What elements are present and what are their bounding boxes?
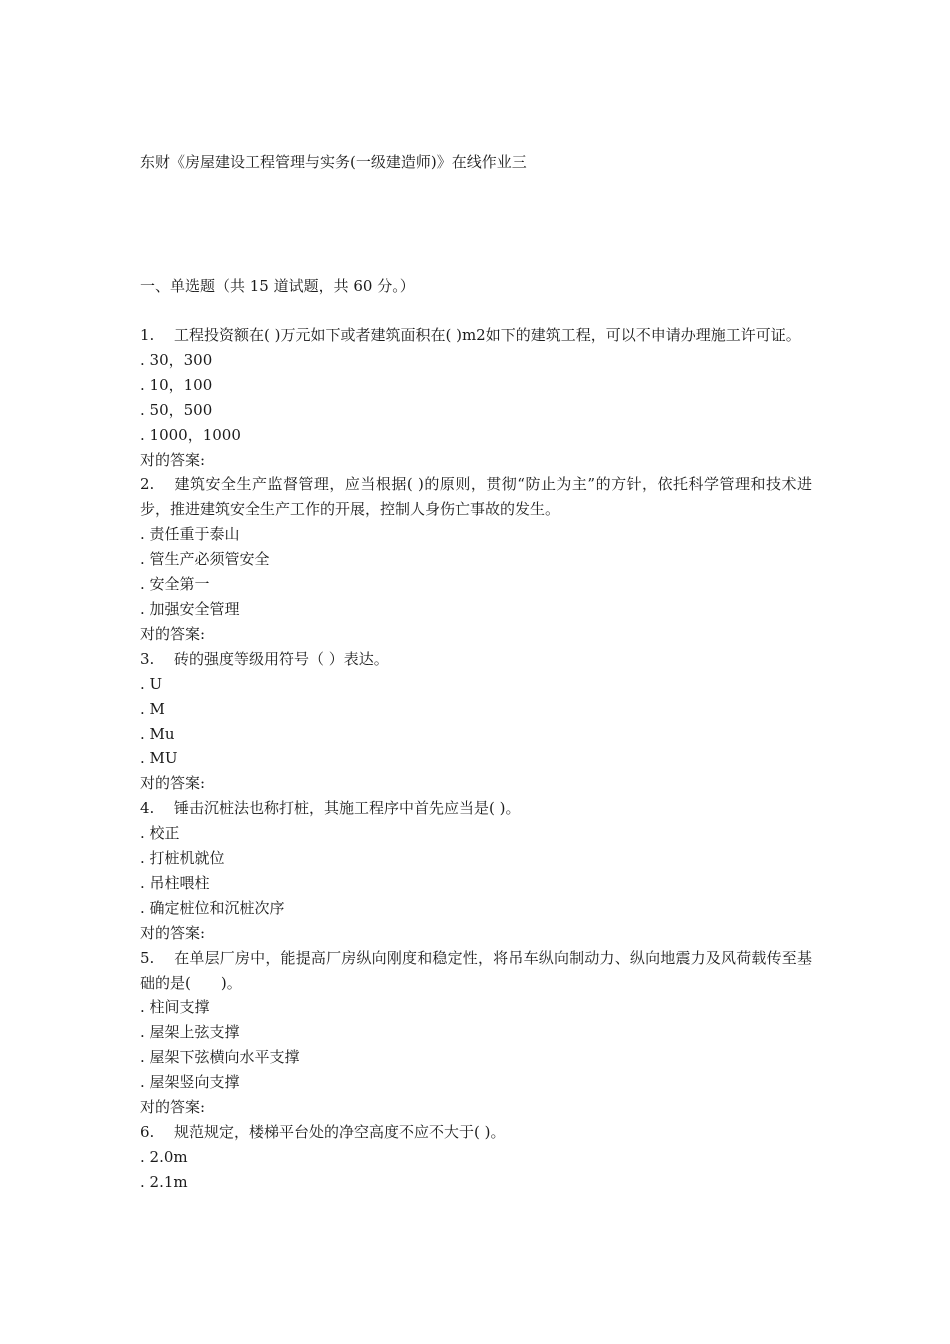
question-text [140, 472, 812, 522]
question-stem: 砖的强度等级用符号（ ）表达。 [174, 649, 389, 668]
answer-option: . M [140, 699, 165, 718]
answer-option: . 1000，1000 [140, 425, 241, 444]
question-number: 6. [140, 1123, 155, 1141]
correct-answer-label: 对的答案: [140, 923, 206, 942]
correct-answer-label: 对的答案: [140, 450, 206, 469]
question-text [140, 647, 812, 672]
answer-option: . U [140, 674, 163, 693]
answer-option: . 50，500 [140, 400, 213, 419]
answer-option: . MU [140, 749, 178, 768]
question-item [140, 647, 812, 796]
answer-option: . 2.0m [140, 1147, 188, 1166]
question-text [140, 323, 812, 348]
section-heading: 一、单选题（共 15 道试题，共 60 分。） [140, 277, 415, 295]
question-stem: 建筑安全生产监督管理，应当根据( )的原则，贯彻“防止为主”的方针，依托科学管理和技术进步，推进建筑安全生产工作的开展，控制人身伤亡事故的发生。 [140, 475, 812, 519]
answer-option: . 吊柱喂柱 [140, 873, 210, 892]
answer-option: . 10，100 [140, 375, 213, 394]
answer-option: . 安全第一 [140, 575, 210, 594]
answer-option: . 管生产必须管安全 [140, 550, 270, 569]
question-stem: 规范规定，楼梯平台处的净空高度不应不大于( )。 [174, 1123, 506, 1141]
answer-option: . 确定桩位和沉桩次序 [140, 898, 285, 917]
question-text [140, 946, 812, 996]
question-item [140, 1120, 812, 1195]
answer-option: . 打桩机就位 [140, 849, 225, 868]
answer-option: . 加强安全管理 [140, 599, 240, 618]
document-title: 东财《房屋建设工程管理与实务(一级建造师)》在线作业三 [140, 153, 527, 171]
answer-option: . 2.1m [140, 1172, 188, 1191]
question-number: 5. [140, 948, 155, 967]
question-number: 3. [140, 649, 155, 668]
answer-option: . 30，300 [140, 350, 213, 369]
answer-option: . 校正 [140, 824, 180, 843]
question-number: 1. [140, 326, 155, 344]
question-stem: 工程投资额在( )万元如下或者建筑面积在( )m2如下的建筑工程，可以不申请办理施工许可证。 [174, 326, 801, 344]
question-item [140, 472, 812, 646]
question-item [140, 323, 812, 472]
question-item [140, 946, 812, 1120]
question-text [140, 796, 812, 821]
question-stem: 在单层厂房中，能提高厂房纵向刚度和稳定性，将吊车纵向制动力、纵向地震力及风荷载传至基础的是( )。 [140, 948, 812, 992]
question-list [140, 323, 812, 1195]
answer-option: . Mu [140, 724, 175, 743]
correct-answer-label: 对的答案: [140, 624, 206, 643]
answer-option: . 责任重于泰山 [140, 525, 240, 544]
correct-answer-label: 对的答案: [140, 1098, 206, 1117]
question-text [140, 1120, 812, 1145]
question-stem: 锤击沉桩法也称打桩，其施工程序中首先应当是( )。 [174, 799, 521, 818]
answer-option: . 柱间支撑 [140, 998, 210, 1017]
question-number: 2. [140, 475, 155, 494]
question-item [140, 796, 812, 945]
answer-option: . 屋架下弦横向水平支撑 [140, 1048, 300, 1067]
answer-option: . 屋架上弦支撑 [140, 1023, 240, 1042]
correct-answer-label: 对的答案: [140, 774, 206, 793]
question-number: 4. [140, 799, 155, 818]
answer-option: . 屋架竖向支撑 [140, 1073, 240, 1092]
